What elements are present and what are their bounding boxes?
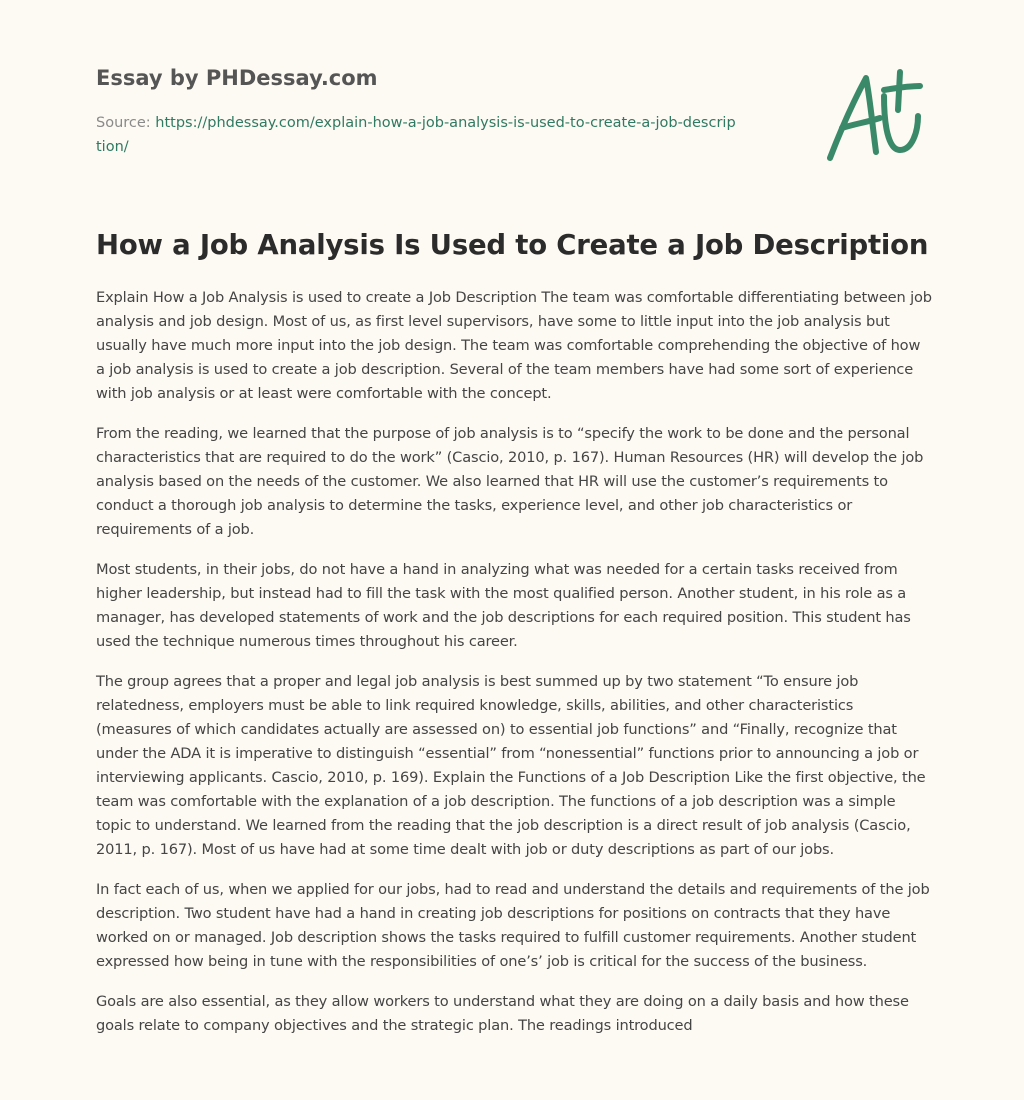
article-title: How a Job Analysis Is Used to Create a Job Description — [96, 229, 929, 261]
a-plus-logo-icon — [822, 66, 932, 166]
paragraph: From the reading, we learned that the purpose of job analysis is to “specify the work to be done and the personal characteristics that are required to do the work” (Cascio, 2010, p. 167). Human Resources (HR) will develop the job analysis based on the needs of the customer. We also learned that HR will use the customer’s requirements to conduct a thorough job analysis to determine the tasks, experience level, and other job characteristics or requirements of a job. — [96, 425, 924, 538]
source-label: Source: — [96, 115, 156, 131]
site-brand: Essay by PHDessay.com — [96, 66, 378, 90]
paragraph: In fact each of us, when we applied for our jobs, had to read and understand the details and requirements of the job description. Two student have had a hand in creating job descriptions for positions on contracts that they have worked on or managed. Job description shows the tasks required to fulfill customer requirements. Another student expressed how being in tune with the responsibilities of one’s’ job is critical for the success of the business. — [96, 881, 930, 970]
paragraph: Goals are also essential, as they allow workers to understand what they are doing on a daily basis and how these goals relate to company objectives and the strategic plan. The readings introduced — [96, 993, 909, 1034]
paragraph: Explain How a Job Analysis is used to create a Job Description The team was comfortable differentiating between job analysis and job design. Most of us, as first level supervisors, have some to little input into the job analysis but usually have much more input into the job design. The team was comfortable comprehending the objective of how a job analysis is used to create a job description. Several of the team members have had some sort of experience with job analysis or at least were comfortable with the concept. — [96, 289, 932, 402]
paragraph: The group agrees that a proper and legal job analysis is best summed up by two statement “To ensure job relatedness, employers must be able to link required knowledge, skills, abilities, and other characteristics (measures of which candidates actually are assessed on) to essential job functions” and “Finally, recognize that under the ADA it is imperative to distinguish “essential” from “nonessential” functions prior to announcing a job or interviewing applicants. Cascio, 2010, p. 169). Explain the Functions of a Job Description Like the first objective, the team was comfortable with the explanation of a job description. The functions of a job description was a simple topic to understand. We learned from the reading that the job description is a direct result of job analysis (Cascio, 2011, p. 167). Most of us have had at some time dealt with job or duty descriptions as part of our jobs. — [96, 673, 926, 858]
source-link[interactable]: https://phdessay.com/explain-how-a-job-analysis-is-used-to-create-a-job-description/ — [96, 115, 736, 155]
source-line — [96, 111, 736, 159]
paragraph: Most students, in their jobs, do not have a hand in analyzing what was needed for a certain tasks received from higher leadership, but instead had to fill the task with the most qualified person. Another student, in his role as a manager, has developed statements of work and the job descriptions for each required position. This student has used the technique numerous times throughout his career. — [96, 561, 911, 650]
article-body — [96, 286, 932, 1054]
essay-header — [96, 64, 776, 159]
